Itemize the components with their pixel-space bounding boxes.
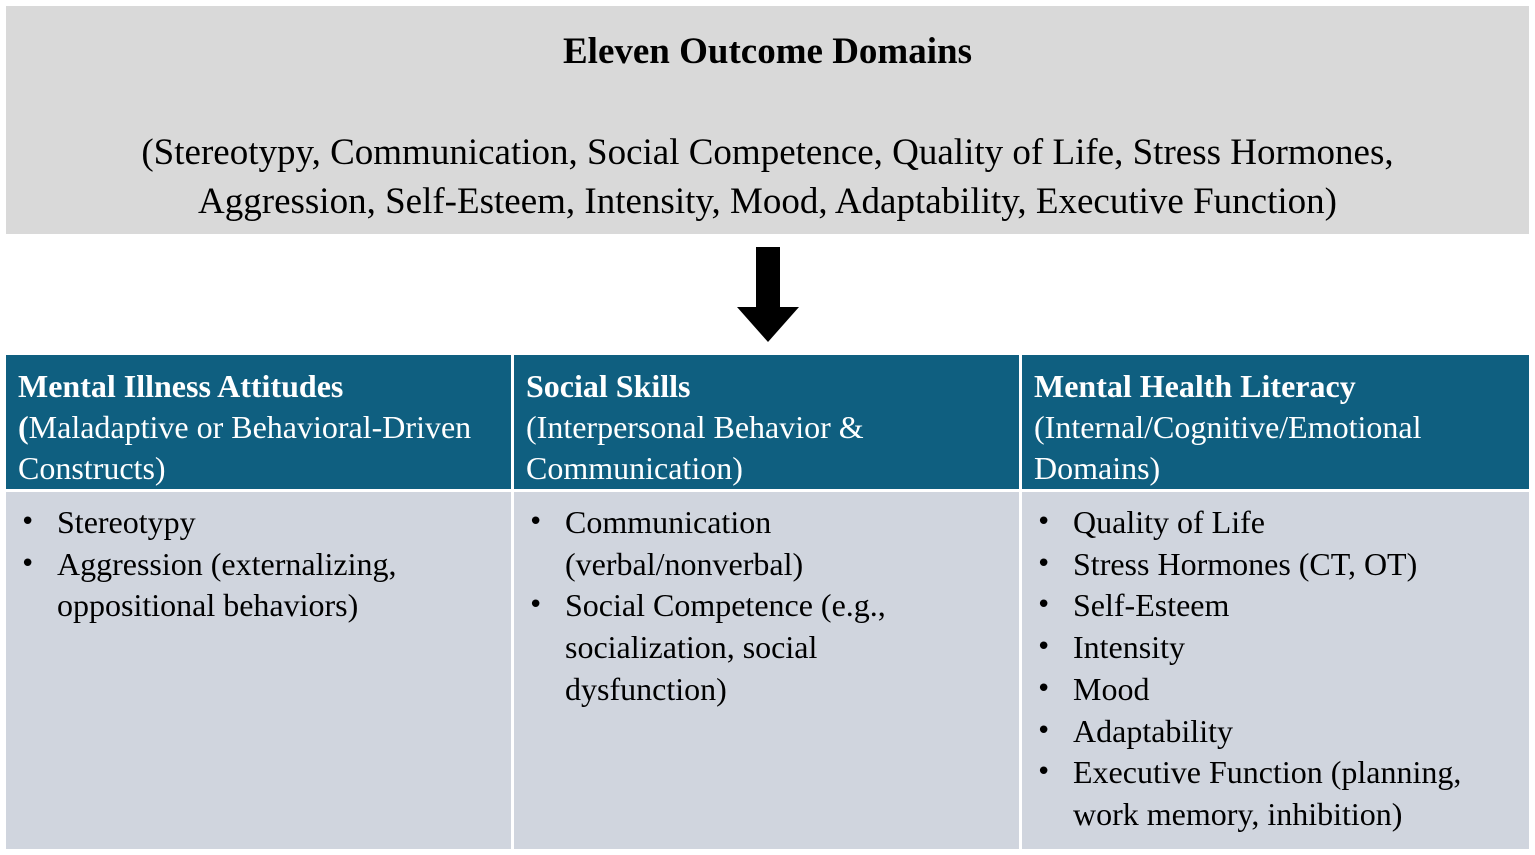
down-arrow-icon	[737, 247, 799, 342]
list-item: • Stress Hormones (CT, OT)	[1034, 544, 1517, 586]
list-item: • Social Competence (e.g., socialization, social dysfunction)	[526, 585, 1007, 710]
list-item: • Communication (verbal/nonverbal)	[526, 502, 1007, 585]
bullet-list	[1034, 502, 1517, 836]
diagram-title: Eleven Outcome Domains	[562, 31, 973, 72]
list-item: • Adaptability	[1034, 711, 1517, 753]
column-mental-health-literacy	[1022, 355, 1529, 849]
list-item: • Aggression (externalizing, oppositional behaviors)	[18, 544, 499, 627]
domains-line-2: Aggression, Self-Esteem, Intensity, Mood, Adaptability, Executive Function)	[198, 181, 1337, 222]
column-header	[6, 355, 511, 489]
column-title: Mental Illness Attitudes	[18, 368, 344, 404]
list-item: • Mood	[1034, 669, 1517, 711]
column-subtitle: (Maladaptive or Behavioral-Driven Constructs)	[18, 409, 472, 486]
list-item: • Self-Esteem	[1034, 585, 1517, 627]
category-table	[6, 355, 1529, 849]
list-item: • Stereotypy	[18, 502, 499, 544]
list-item: • Executive Function (planning, work memory, inhibition)	[1034, 752, 1517, 835]
column-subtitle: (Internal/Cognitive/Emotional Domains)	[1034, 409, 1422, 486]
domains-list	[46, 128, 1489, 226]
bullet-list	[526, 502, 1007, 711]
column-header	[1022, 355, 1529, 489]
column-body	[514, 492, 1019, 849]
column-body	[1022, 492, 1529, 849]
column-mental-illness-attitudes	[6, 355, 511, 849]
bullet-list	[18, 502, 499, 627]
column-title: Social Skills	[526, 368, 691, 404]
column-subtitle: (Interpersonal Behavior & Communication)	[526, 409, 864, 486]
list-item: • Quality of Life	[1034, 502, 1517, 544]
list-item: • Intensity	[1034, 627, 1517, 669]
domains-line-1: (Stereotypy, Communication, Social Competence, Quality of Life, Stress Hormones,	[141, 132, 1394, 173]
column-body	[6, 492, 511, 849]
column-header	[514, 355, 1019, 489]
outcome-domains-box	[6, 6, 1529, 234]
column-social-skills	[514, 355, 1019, 849]
column-title: Mental Health Literacy	[1034, 368, 1356, 404]
